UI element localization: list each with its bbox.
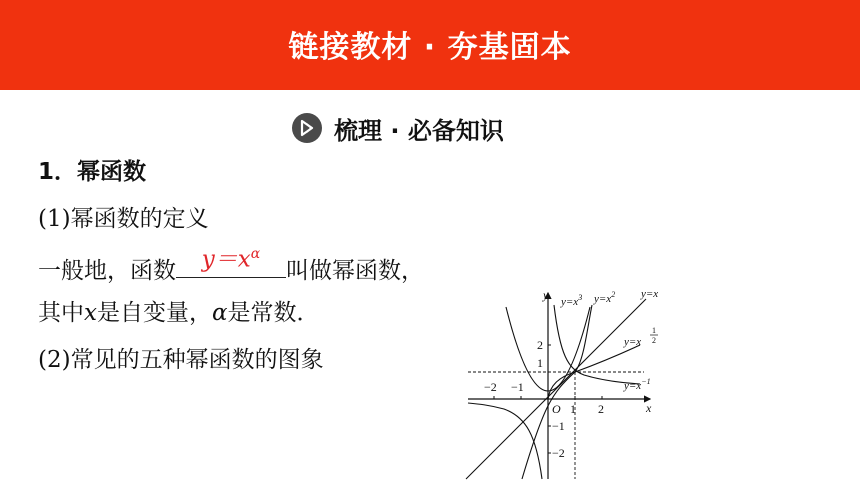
section-header xyxy=(292,112,504,144)
power-function-graph xyxy=(464,285,674,480)
section-title: 梳理 · 必备知识 xyxy=(334,116,504,145)
x-tick-1: 1 xyxy=(570,402,576,416)
y-tick-1: 1 xyxy=(537,356,543,370)
label-sqrt: y=x xyxy=(624,336,642,348)
variable-line: 其中x是自变量，α是常数． xyxy=(38,300,320,326)
definition-text-before: 一般地，函数 xyxy=(38,258,176,284)
label-square: $y=x^2$ xyxy=(594,290,616,305)
x-axis-label: x xyxy=(646,401,652,415)
y-tick-2: 2 xyxy=(537,338,543,352)
label-identity: y=x xyxy=(641,288,659,300)
label-inverse: $y=x^{-1}$ xyxy=(624,377,651,392)
var-alpha: α xyxy=(211,300,228,326)
y-tick-neg2: −2 xyxy=(552,446,565,460)
play-icon xyxy=(292,113,322,143)
label-cube: $y=x^3$ xyxy=(561,293,583,308)
y-axis-label: y xyxy=(543,288,549,302)
definition-subheading: (1)幂函数的定义 xyxy=(38,206,209,232)
y-tick-neg1: −1 xyxy=(552,419,565,433)
x-tick-neg1: −1 xyxy=(511,380,524,394)
definition-line xyxy=(38,246,424,286)
banner-title: 链接教材 · 夯基固本 xyxy=(288,30,572,65)
answer-blank xyxy=(176,246,286,278)
answer-formula: $y=x^\alpha$ xyxy=(201,246,261,273)
label-sqrt-den: 2 xyxy=(652,336,656,345)
graph-svg xyxy=(464,285,674,480)
var-x: x xyxy=(84,300,97,326)
header-banner xyxy=(0,0,860,90)
content-heading: 1．幂函数 xyxy=(38,159,147,185)
x-tick-neg2: −2 xyxy=(484,380,497,394)
origin-label: O xyxy=(552,402,561,416)
label-sqrt-num: 1 xyxy=(652,326,656,335)
graph-subheading: (2)常见的五种幂函数的图象 xyxy=(38,347,324,373)
x-tick-2: 2 xyxy=(598,402,604,416)
definition-text-after: 叫做幂函数， xyxy=(286,258,424,284)
